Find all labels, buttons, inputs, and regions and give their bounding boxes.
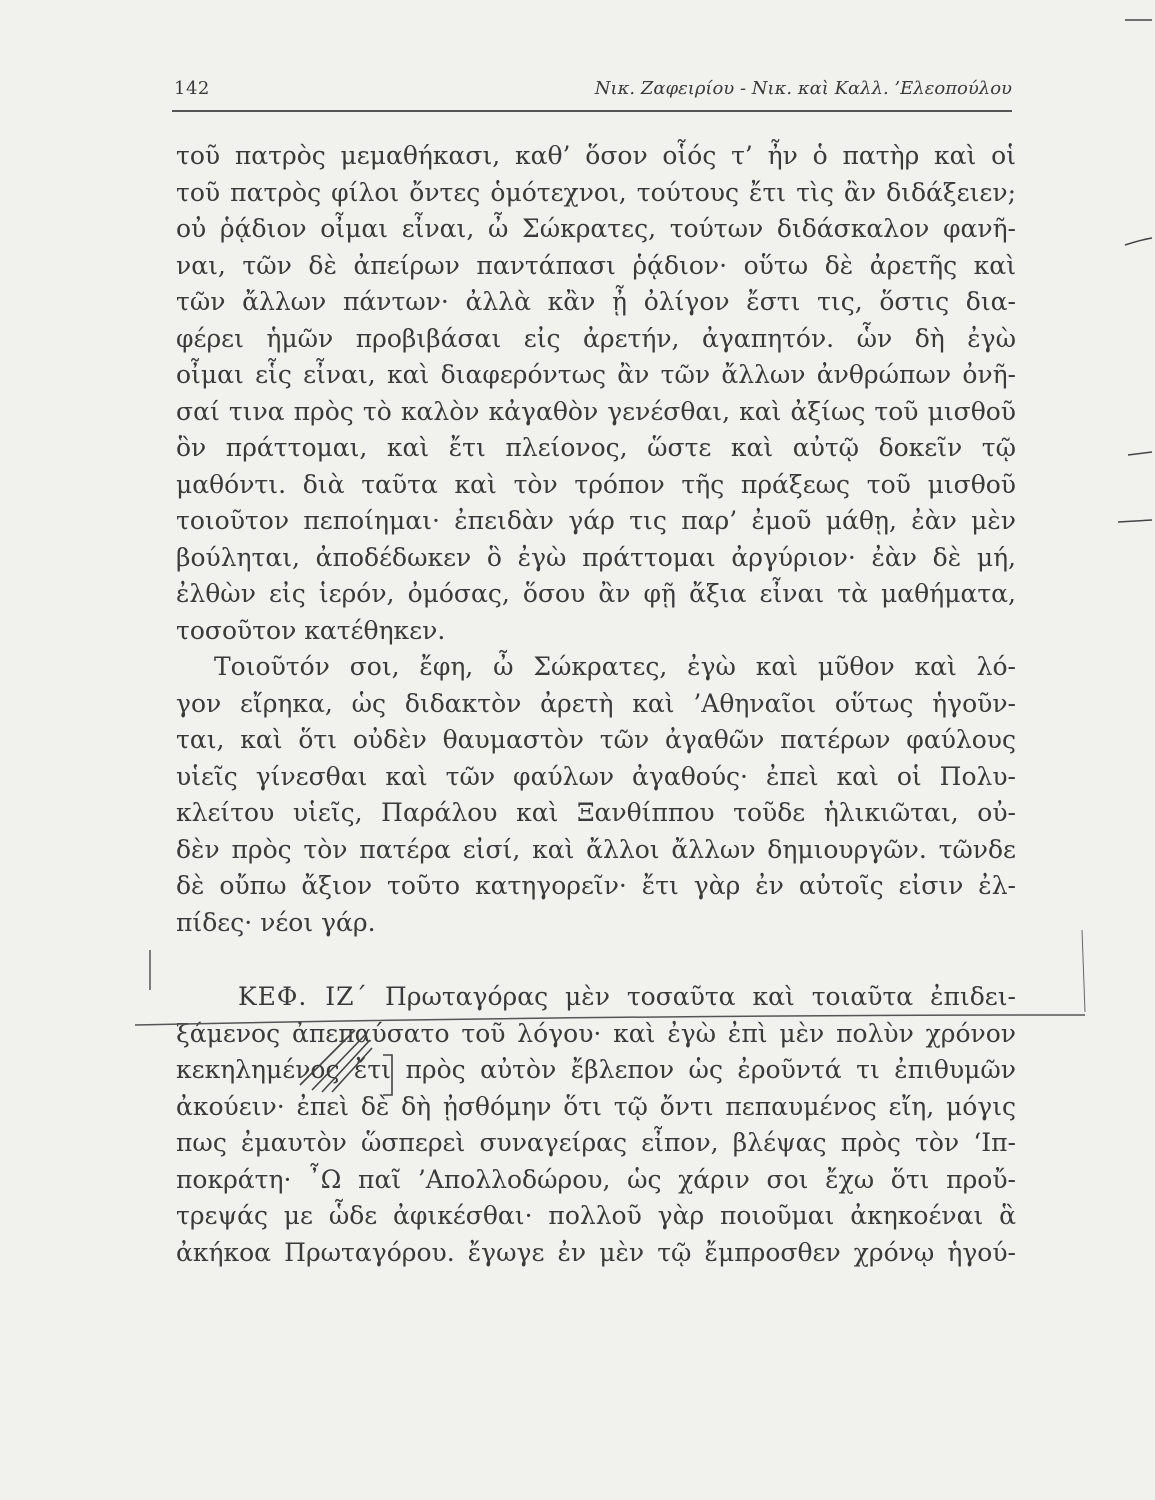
text-line: ὃν πράττομαι, καὶ ἔτι πλείονος, ὥστε καὶ αὐτῷ δοκεῖν τῷ: [176, 433, 1016, 462]
text-line: γον εἴρηκα, ὡς διδακτὸν ἀρετὴ καὶ ’Αθηναῖοι οὕτως ἡγοῦν-: [176, 688, 1016, 718]
running-head: Νικ. Ζαφειρίου - Νικ. καὶ Καλλ. ’Ελεοπούλου: [594, 78, 1012, 99]
margin-stroke-2: [1128, 452, 1152, 455]
text-line: πως ἐμαυτὸν ὥσπερεὶ συναγείρας εἶπον, βλέψας πρὸς τὸν ‘Ιπ-: [176, 1128, 1016, 1157]
text-line: κλείτου υἱεῖς, Παράλου καὶ Ξανθίππου τοῦδε ἡλικιῶται, οὐ-: [176, 798, 1016, 827]
paragraph-3: [176, 1016, 1016, 1272]
text-line: τοῦ πατρὸς φίλοι ὄντες ὁμότεχνοι, τούτους ἔτι τὶς ἂν διδάξειεν;: [176, 177, 1016, 207]
text-line: ναι, τῶν δὲ ἀπείρων παντάπασι ῥᾴδιον· οὕτω δὲ ἀρετῆς καὶ: [176, 250, 1016, 280]
text-line: τρεψάς με ὧδε ἀφικέσθαι· πολλοῦ γὰρ ποιοῦμαι ἀκηκοέναι ἃ: [176, 1201, 1016, 1230]
text-line: κεκηλημένος ἔτι πρὸς αὐτὸν ἔβλεπον ὡς ἐροῦντά τι ἐπιθυμῶν: [176, 1055, 1016, 1084]
paragraph-2: [176, 649, 1016, 941]
margin-stroke-3: [1118, 520, 1152, 522]
text-line: ἀκήκοα Πρωταγόρου. ἔγωγε ἐν μὲν τῷ ἔμπροσθεν χρόνῳ ἡγού-: [176, 1237, 1016, 1267]
text-line: τοῦ πατρὸς μεμαθήκασι, καθ’ ὅσον οἷός τ’ ἦν ὁ πατὴρ καὶ οἱ: [176, 141, 1016, 170]
chapter-gap: [176, 941, 1016, 979]
chapter-opening-line: [176, 979, 1016, 1016]
text-line: ται, καὶ ὅτι οὐδὲν θαυμαστὸν τῶν ἀγαθῶν πατέρων φαύλους: [176, 725, 1016, 754]
text-line: τοιοῦτον πεποίημαι· ἐπειδὰν γάρ τις παρ’ ἐμοῦ μάθῃ, ἐὰν μὲν: [176, 506, 1016, 535]
text-line: τῶν ἄλλων πάντων· ἀλλὰ κἂν ᾖ ὀλίγον ἔστι τις, ὅστις δια-: [176, 287, 1016, 316]
text-line: ἀκούειν· ἐπεὶ δὲ δὴ ᾐσθόμην ὅτι τῷ ὄντι πεπαυμένος εἴη, μόγις: [176, 1091, 1016, 1121]
text-line: οἶμαι εἷς εἶναι, καὶ διαφερόντως ἂν τῶν ἄλλων ἀνθρώπων ὀνῆ-: [176, 360, 1016, 389]
text-line: Τοιοῦτόν σοι, ἔφη, ὦ Σώκρατες, ἐγὼ καὶ μῦθον καὶ λό-: [214, 652, 1016, 681]
paragraph-1: [176, 138, 1016, 649]
text-line: φέρει ἡμῶν προβιβάσαι εἰς ἀρετήν, ἀγαπητόν. ὧν δὴ ἐγὼ: [176, 323, 1016, 353]
text-line: δὲ οὔπω ἄξιον τοῦτο κατηγορεῖν· ἔτι γὰρ ἐν αὐτοῖς εἰσιν ἐλ-: [176, 871, 1016, 900]
text-line: ἐλθὼν εἰς ἱερόν, ὀμόσας, ὅσου ἂν φῇ ἄξια εἶναι τὰ μαθήματα,: [176, 579, 1016, 608]
chapter-first-line: Πρωταγόρας μὲν τοσαῦτα καὶ τοιαῦτα ἐπιδει-: [384, 982, 1016, 1011]
text-line: οὐ ῥᾴδιον οἶμαι εἶναι, ὦ Σώκρατες, τούτων διδάσκαλον φανῆ-: [176, 214, 1016, 243]
chapter-label: ΚΕΦ. ΙΖ΄: [238, 982, 369, 1011]
text-line: τοσοῦτον κατέθηκεν.: [176, 615, 446, 645]
box-right-edge: [1082, 930, 1085, 1012]
text-line: ποκράτη· ῏Ω παῖ ’Απολλοδώρου, ὡς χάριν σοι ἔχω ὅτι προὔ-: [176, 1164, 1016, 1194]
text-line: υἱεῖς γίνεσθαι καὶ τῶν φαύλων ἀγαθούς· ἐπεὶ καὶ οἱ Πολυ-: [176, 761, 1016, 791]
page-number: 142: [174, 78, 210, 99]
text-line: μαθόντι. διὰ ταῦτα καὶ τὸν τρόπον τῆς πράξεως τοῦ μισθοῦ: [176, 469, 1016, 499]
header-rule: [172, 110, 1012, 112]
text-line: δὲν πρὸς τὸν πατέρα εἰσί, καὶ ἄλλοι ἄλλων δημιουργῶν. τῶνδε: [176, 834, 1016, 864]
text-line: σαί τινα πρὸς τὸ καλὸν κἀγαθὸν γενέσθαι, καὶ ἀξίως τοῦ μισθοῦ: [176, 396, 1016, 426]
page-header: [172, 72, 1012, 112]
text-line: ξάμενος ἀπεπαύσατο τοῦ λόγου· καὶ ἐγὼ ἐπὶ μὲν πολὺν χρόνον: [176, 1018, 1016, 1048]
text-line: βούληται, ἀποδέδωκεν ὃ ἐγὼ πράττομαι ἀργύριον· ἐὰν δὲ μή,: [176, 542, 1016, 572]
margin-stroke-1: [1125, 238, 1152, 245]
text-line: πίδες· νέοι γάρ.: [176, 907, 376, 937]
body-text: [176, 138, 1016, 1271]
